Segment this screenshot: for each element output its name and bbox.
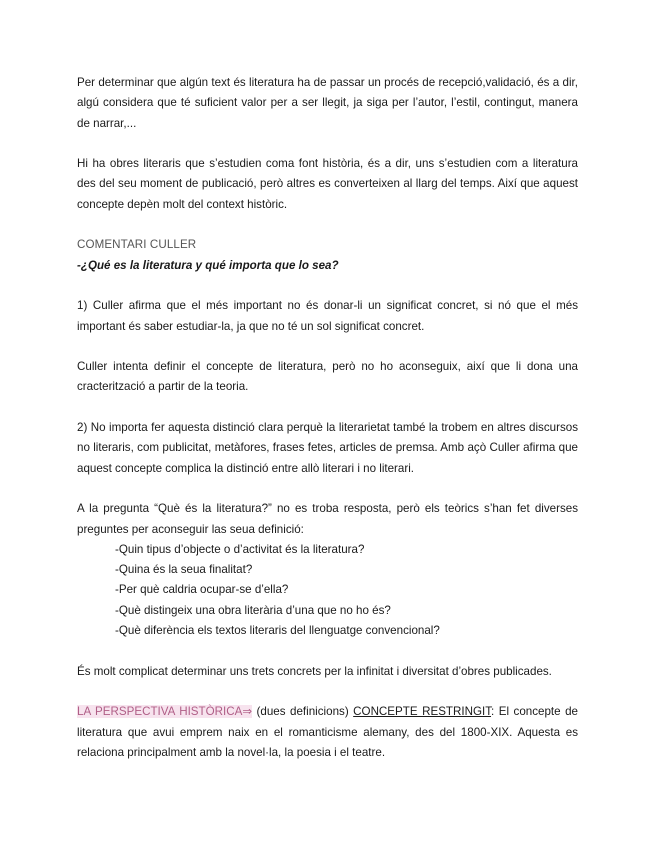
text-segment: (dues definicions) [252,705,354,719]
paragraph-question-intro: A la pregunta “Què és la literatura?” no es troba resposta, però els teòrics s’han fet diverses preguntes per aconseguir las seua definició: [77,502,578,536]
paragraph-history: Hi ha obres literaris que s’estudien coma font història, és a dir, uns s’estudien com a literatura des del seu moment de publicació, però altres es converteixen al llarg del temps. Així que aquest concepte depèn molt del context històric. [77,157,578,211]
list-item: -Per què caldria ocupar-se d’ella? [115,583,289,597]
text-segment: : El concepte de literatura que avui emprem naix en el romanticisme alemany, des del 1800-XIX. Aquesta es relaciona principalment amb la novel·la, la poesia i el teatre. [77,705,578,759]
paragraph-historical-perspective [77,702,578,763]
paragraph-complicated: És molt complicat determinar uns trets concrets per la infinitat i diversitat d’obres publicades. [77,664,552,678]
section-question: -¿Qué es la literatura y qué importa que lo sea? [77,258,339,272]
highlighted-term: LA PERSPECTIVA HISTÒRICA⇒ [77,705,253,719]
list-item: -Què distingeix una obra literària d’una que no ho és? [115,603,391,617]
section-heading: COMENTARI CULLER [77,238,197,252]
paragraph-culler-1: 1) Culler afirma que el més important no és donar-li un significat concret, si nó que el més important és saber estudiar-la, ja que no té un sol significat concret. [77,299,578,333]
questions-list [77,540,578,641]
paragraph-reception: Per determinar que algún text és literatura ha de passar un procés de recepció,validació, és a dir, algú considera que té suficient valor per a ser llegit, ja siga per l’autor, l’estil, contingut, manera de narrar,... [77,76,578,130]
document-page [77,73,578,783]
paragraph-culler-definition: Culler intenta definir el concepte de literatura, però no ho aconseguix, així que li dona una cracterització a partir de la teoria. [77,360,578,394]
list-item: -Quina és la seua finalitat? [115,563,253,577]
list-item: -Quin tipus d’objecte o d’activitat és la literatura? [115,542,365,556]
list-item: -Què diferència els textos literaris del llenguatge convencional? [115,624,440,638]
underlined-term: CONCEPTE RESTRINGIT [353,705,492,719]
paragraph-culler-2: 2) No importa fer aquesta distinció clara perquè la literarietat també la trobem en altres discursos no literaris, com publicitat, metàfores, frases fetes, articles de premsa. Amb açò Culler afirma que aquest concepte complica la distinció entre allò literari i no literari. [77,421,578,475]
